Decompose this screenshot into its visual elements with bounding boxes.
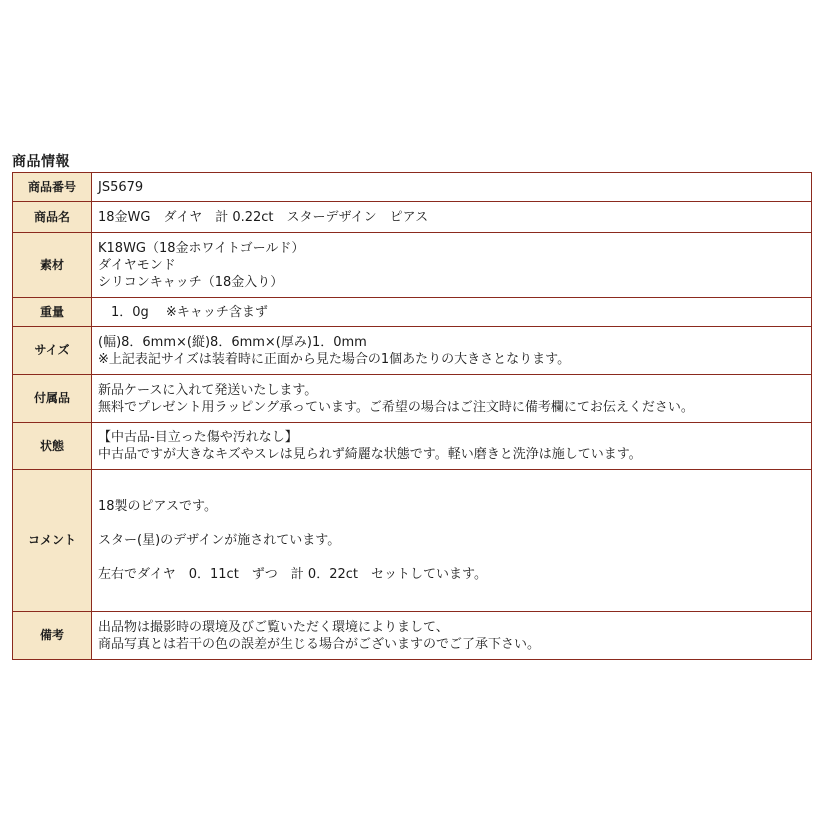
size-label: サイズ: [13, 327, 92, 375]
accessories-value: [92, 375, 812, 423]
weight-text: 1．0g ※キャッチ含まず: [98, 304, 268, 320]
weight-label: 重量: [13, 298, 92, 327]
comment-spacer: [98, 549, 805, 566]
condition-label: 状態: [13, 423, 92, 470]
item-number-label: 商品番号: [13, 173, 92, 202]
row-weight: [13, 298, 812, 327]
item-number-value: [92, 173, 812, 202]
condition-line-1: 【中古品-目立った傷や汚れなし】: [98, 430, 298, 445]
accessories-label: 付属品: [13, 375, 92, 423]
product-info-table: [12, 172, 812, 660]
row-condition: [13, 423, 812, 470]
row-size: [13, 327, 812, 375]
accessories-line-1: 新品ケースに入れて発送いたします。: [98, 382, 318, 398]
product-name-text: 18金WG ダイヤ 計 0.22ct スターデザイン ピアス: [98, 209, 429, 225]
remarks-line-1: 出品物は撮影時の環境及びご覧いただく環境によりまして、: [98, 619, 449, 635]
material-line-2: ダイヤモンド: [98, 257, 176, 273]
comment-line-1: 18製のピアスです。: [98, 499, 217, 514]
comment-line-3: 左右でダイヤ 0．11ct ずつ 計 0．22ct セットしています。: [98, 567, 487, 582]
comment-spacer: [98, 515, 805, 532]
condition-value: [92, 423, 812, 470]
row-remarks: [13, 612, 812, 660]
row-item-number: [13, 173, 812, 202]
remarks-line-2: 商品写真とは若干の色の誤差が生じる場合がございますのでご了承下さい。: [98, 636, 541, 652]
product-name-label: 商品名: [13, 202, 92, 233]
size-value: [92, 327, 812, 375]
row-product-name: [13, 202, 812, 233]
material-line-1: K18WG（18金ホワイトゴールド）: [98, 240, 305, 256]
condition-line-2: 中古品ですが大きなキズやスレは見られず綺麗な状態です。軽い磨きと洗浄は施しています。: [98, 447, 642, 462]
comment-label: コメント: [13, 470, 92, 612]
size-line-2: ※上記表記サイズは装着時に正面から見た場合の1個あたりの大きさとなります。: [98, 351, 571, 367]
row-accessories: [13, 375, 812, 423]
size-line-1: (幅)8．6mm×(縦)8．6mm×(厚み)1．0mm: [98, 334, 367, 350]
comment-line-2: スター(星)のデザインが施されています。: [98, 533, 341, 548]
row-comment: [13, 470, 812, 612]
comment-value: [92, 470, 812, 612]
section-title: 商品情報: [12, 154, 70, 170]
material-label: 素材: [13, 233, 92, 298]
accessories-line-2: 無料でプレゼント用ラッピング承っています。ご希望の場合はご注文時に備考欄にてお伝えください。: [98, 399, 694, 415]
remarks-label: 備考: [13, 612, 92, 660]
material-line-3: シリコンキャッチ（18金入り）: [98, 274, 284, 290]
material-value: [92, 233, 812, 298]
remarks-value: [92, 612, 812, 660]
item-number-text: JS5679: [98, 179, 144, 195]
product-name-value: [92, 202, 812, 233]
weight-value: [92, 298, 812, 327]
row-material: [13, 233, 812, 298]
